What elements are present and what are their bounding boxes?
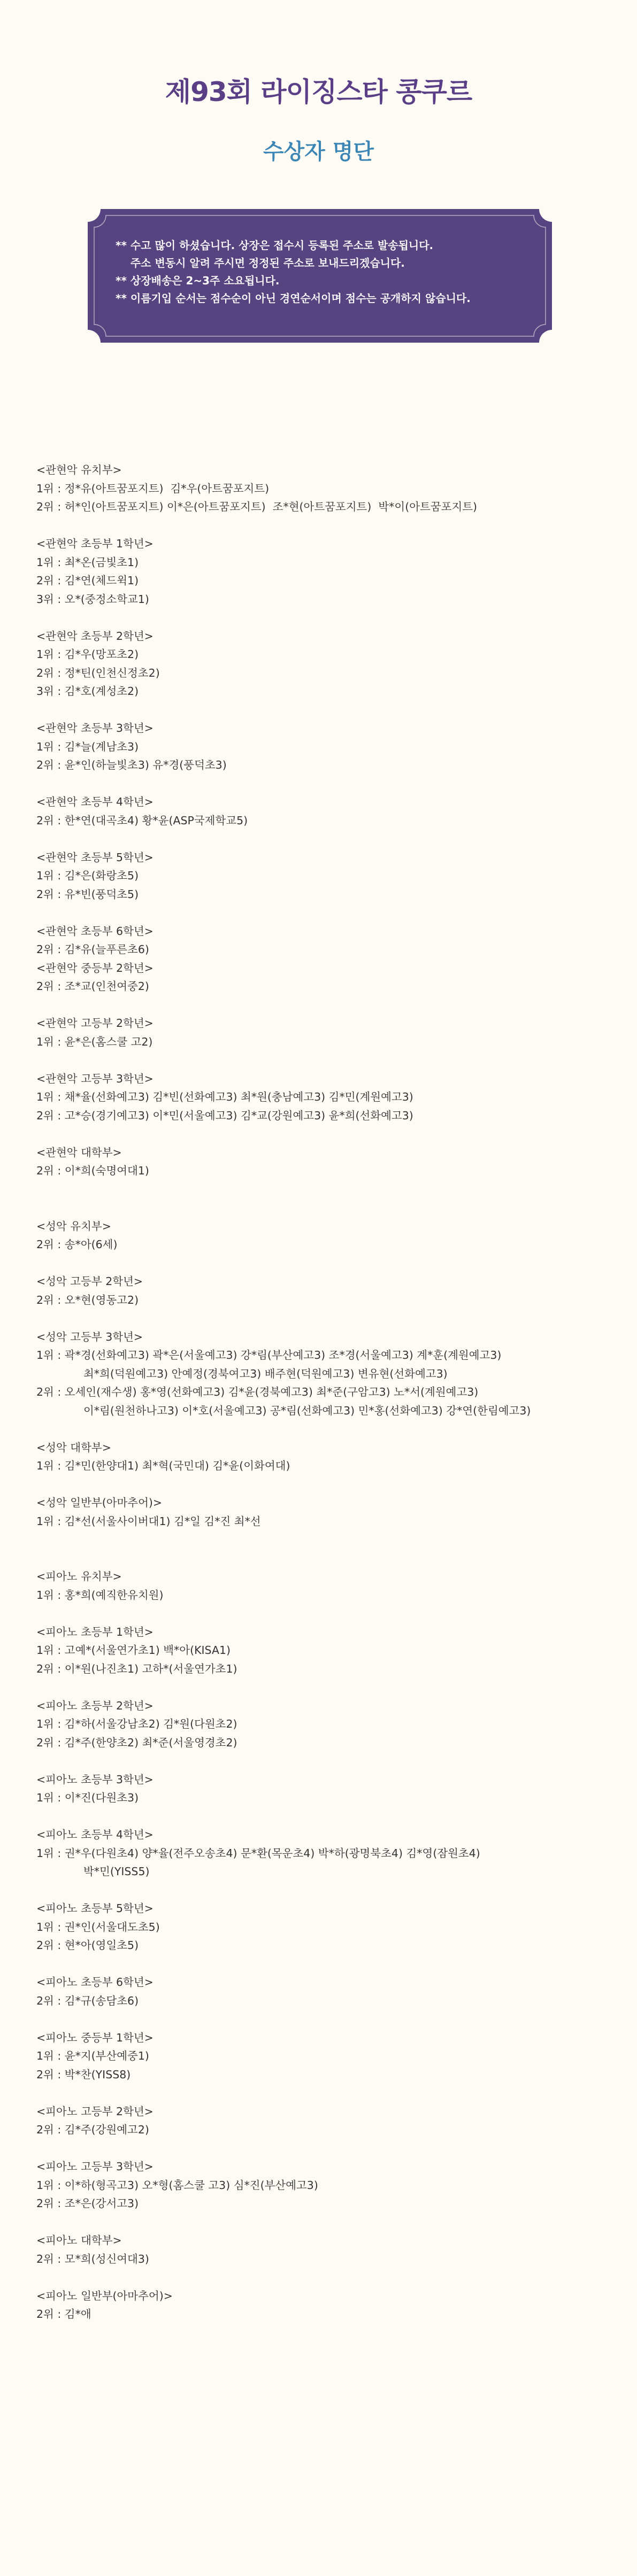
category-block bbox=[36, 535, 619, 608]
notice-line: ** 상장배송은 2~3주 소요됩니다. bbox=[116, 274, 280, 287]
category-block bbox=[36, 1825, 619, 1881]
winner-line: 1위 : 윤*은(홈스쿨 고2) bbox=[36, 1035, 153, 1048]
category-block bbox=[36, 1070, 619, 1125]
category-block bbox=[36, 959, 619, 996]
winner-line: 1위 : 김*은(화랑초5) bbox=[36, 869, 139, 882]
category-heading: <관현악 초등부 5학년> bbox=[36, 850, 154, 864]
category-heading: <관현악 초등부 4학년> bbox=[36, 795, 154, 808]
winner-line: 2위 : 이*원(나진초1) 고하*(서울연가초1) bbox=[36, 1662, 237, 1675]
winner-line: 2위 : 유*빈(풍덕초5) bbox=[36, 887, 139, 901]
winner-line: 2위 : 고*승(경기예고3) 이*민(서울예고3) 김*교(강원예고3) 윤*희(선화예고3) bbox=[36, 1109, 413, 1122]
category-heading: <피아노 초등부 2학년> bbox=[36, 1699, 154, 1712]
category-heading: <관현악 초등부 3학년> bbox=[36, 722, 154, 734]
category-block bbox=[36, 848, 619, 904]
category-block bbox=[36, 1770, 619, 1807]
category-heading: <성악 대학부> bbox=[36, 1441, 111, 1454]
category-block bbox=[36, 719, 619, 775]
winner-line: 박*민(YISS5) bbox=[83, 1865, 150, 1878]
winner-line: 1위 : 이*진(다원초3) bbox=[36, 1791, 139, 1804]
category-heading: <피아노 고등부 2학년> bbox=[36, 2105, 154, 2118]
category-block bbox=[36, 1143, 619, 1180]
winner-line: 2위 : 박*찬(YISS8) bbox=[36, 2068, 131, 2081]
winner-line: 1위 : 윤*지(부산예중1) bbox=[36, 2049, 149, 2062]
category-block bbox=[36, 2231, 619, 2268]
winner-line: 1위 : 최*온(금빛초1) bbox=[36, 555, 139, 569]
category-heading: <관현악 초등부 1학년> bbox=[36, 537, 154, 550]
category-heading: <피아노 초등부 1학년> bbox=[36, 1625, 154, 1638]
category-heading: <피아노 중등부 1학년> bbox=[36, 2031, 154, 2044]
category-block bbox=[36, 1272, 619, 1309]
notice-box bbox=[88, 209, 552, 343]
winner-line: 1위 : 정*유(아트꿈포지트) 김*우(아트꿈포지트) bbox=[36, 482, 270, 495]
category-block bbox=[36, 922, 619, 959]
category-heading: <관현악 유치부> bbox=[36, 463, 122, 476]
winner-line: 1위 : 김*늘(계남초3) bbox=[36, 740, 139, 753]
winner-line: 2위 : 김*연(체드윅1) bbox=[36, 574, 139, 587]
winner-line: 2위 : 김*규(송담초6) bbox=[36, 1994, 139, 2007]
winner-line: 2위 : 김*애 bbox=[36, 2308, 91, 2320]
winner-line: 2위 : 윤*인(하늘빛초3) 유*경(풍덕초3) bbox=[36, 759, 227, 771]
category-block bbox=[36, 1494, 619, 1530]
page-header bbox=[0, 0, 637, 165]
category-block bbox=[36, 1217, 619, 1254]
winner-line: 1위 : 홍*희(예직한유치원) bbox=[36, 1588, 164, 1602]
category-block bbox=[36, 1899, 619, 1955]
category-block bbox=[36, 1014, 619, 1051]
winner-line: 2위 : 송*아(6세) bbox=[36, 1238, 118, 1251]
winner-line: 3위 : 김*호(계성초2) bbox=[36, 685, 139, 698]
category-heading: <피아노 초등부 5학년> bbox=[36, 1902, 154, 1915]
category-heading: <피아노 초등부 6학년> bbox=[36, 1976, 154, 1989]
category-heading: <관현악 고등부 2학년> bbox=[36, 1017, 154, 1030]
winner-line: 최*희(덕원예고3) 안예정(경북여고3) 배주현(덕원예고3) 변유현(선화예고3) bbox=[83, 1367, 448, 1380]
page-title: 제93회 라이징스타 콩쿠르 bbox=[165, 76, 472, 107]
winner-line: 2위 : 오*현(영동고2) bbox=[36, 1293, 139, 1306]
category-heading: <성악 일반부(아마추어)> bbox=[36, 1496, 163, 1509]
category-block bbox=[36, 2102, 619, 2139]
category-heading: <피아노 대학부> bbox=[36, 2234, 122, 2247]
category-block bbox=[36, 1567, 619, 1604]
notice-text bbox=[116, 237, 531, 307]
category-heading: <관현악 초등부 6학년> bbox=[36, 924, 154, 938]
winner-line: 2위 : 현*아(영일초5) bbox=[36, 1939, 139, 1952]
notice-line: ** 수고 많이 하셨습니다. 상장은 접수시 등록된 주소로 발송됩니다. bbox=[116, 239, 434, 252]
notice-line: ** 이름기입 순서는 점수순이 아닌 경연순서이며 점수는 공개하지 않습니다. bbox=[116, 292, 471, 305]
category-block bbox=[36, 1328, 619, 1420]
category-block bbox=[36, 2029, 619, 2084]
winners-list bbox=[36, 461, 619, 2324]
winner-line: 1위 : 김*하(서울강남초2) 김*원(다원초2) bbox=[36, 1718, 237, 1730]
category-heading: <관현악 대학부> bbox=[36, 1146, 122, 1159]
category-block bbox=[36, 461, 619, 516]
category-block bbox=[36, 1697, 619, 1752]
winner-line: 2위 : 오세인(재수생) 홍*영(선화예고3) 김*윤(경북예고3) 최*준(구암고3) 노*서(계원예고3) bbox=[36, 1386, 479, 1398]
category-block bbox=[36, 1623, 619, 1678]
winner-line: 2위 : 모*희(성신여대3) bbox=[36, 2252, 149, 2265]
category-heading: <피아노 초등부 4학년> bbox=[36, 1828, 154, 1841]
winner-line: 2위 : 한*연(대곡초4) 황*윤(ASP국제학교5) bbox=[36, 814, 248, 827]
winner-line: 2위 : 허*인(아트꿈포지트) 이*은(아트꿈포지트) 조*현(아트꿈포지트) 박*이(아트꿈포지트) bbox=[36, 500, 478, 513]
winner-line: 2위 : 김*주(강원예고2) bbox=[36, 2123, 149, 2136]
winner-line: 2위 : 조*교(인천여중2) bbox=[36, 980, 149, 993]
category-heading: <성악 고등부 2학년> bbox=[36, 1275, 143, 1288]
category-heading: <관현악 초등부 2학년> bbox=[36, 629, 154, 643]
category-heading: <성악 고등부 3학년> bbox=[36, 1330, 143, 1343]
winner-line: 2위 : 김*주(한양초2) 최*준(서울영경초2) bbox=[36, 1736, 237, 1749]
winner-line: 이*림(원천하나고3) 이*호(서울예고3) 공*림(선화예고3) 민*홍(선화예고3) 강*연(한림예고3) bbox=[83, 1404, 531, 1417]
category-block bbox=[36, 1973, 619, 2010]
winner-line: 1위 : 권*우(다원초4) 양*율(전주오송초4) 문*환(목운초4) 박*하(광명북초4) 김*영(잠원초4) bbox=[36, 1846, 480, 1860]
category-heading: <관현악 중등부 2학년> bbox=[36, 961, 154, 974]
winner-line: 2위 : 이*희(숙명여대1) bbox=[36, 1164, 149, 1177]
winner-line: 1위 : 곽*경(선화예고3) 곽*은(서울예고3) 강*림(부산예고3) 조*경(서울예고3) 계*훈(계원예고3) bbox=[36, 1349, 502, 1362]
category-heading: <피아노 고등부 3학년> bbox=[36, 2160, 154, 2173]
winner-line: 1위 : 김*우(망포초2) bbox=[36, 648, 139, 661]
page-subtitle: 수상자 명단 bbox=[263, 140, 374, 164]
category-block bbox=[36, 2157, 619, 2213]
category-block bbox=[36, 2287, 619, 2324]
winner-line: 1위 : 채*율(선화예고3) 김*빈(선화예고3) 최*원(충남예고3) 김*민(계원예고3) bbox=[36, 1090, 413, 1103]
winner-line: 1위 : 고예*(서울연가초1) 백*아(KISA1) bbox=[36, 1644, 231, 1657]
winner-line: 1위 : 김*민(한양대1) 최*혁(국민대) 김*윤(이화여대) bbox=[36, 1459, 290, 1472]
winner-line: 1위 : 김*선(서울사이버대1) 김*일 김*진 최*선 bbox=[36, 1514, 261, 1528]
winner-line: 2위 : 김*유(늘푸른초6) bbox=[36, 943, 149, 956]
category-heading: <관현악 고등부 3학년> bbox=[36, 1072, 154, 1085]
category-heading: <피아노 일반부(아마추어)> bbox=[36, 2289, 173, 2302]
winner-line: 1위 : 권*인(서울대도초5) bbox=[36, 1920, 160, 1933]
category-heading: <피아노 초등부 3학년> bbox=[36, 1773, 154, 1786]
winner-line: 1위 : 이*하(형곡고3) 오*형(홈스쿨 고3) 심*진(부산예고3) bbox=[36, 2178, 318, 2192]
notice-line: 주소 변동시 알려 주시면 정정된 주소로 보내드리겠습니다. bbox=[116, 257, 405, 269]
winner-line: 2위 : 정*틴(인천신정초2) bbox=[36, 666, 160, 679]
winner-line: 2위 : 조*은(강서고3) bbox=[36, 2197, 139, 2210]
category-heading: <피아노 유치부> bbox=[36, 1570, 122, 1583]
category-heading: <성악 유치부> bbox=[36, 1219, 111, 1233]
category-block bbox=[36, 793, 619, 830]
category-block bbox=[36, 627, 619, 701]
winner-line: 3위 : 오*(중정소학교1) bbox=[36, 592, 149, 606]
category-block bbox=[36, 1438, 619, 1475]
